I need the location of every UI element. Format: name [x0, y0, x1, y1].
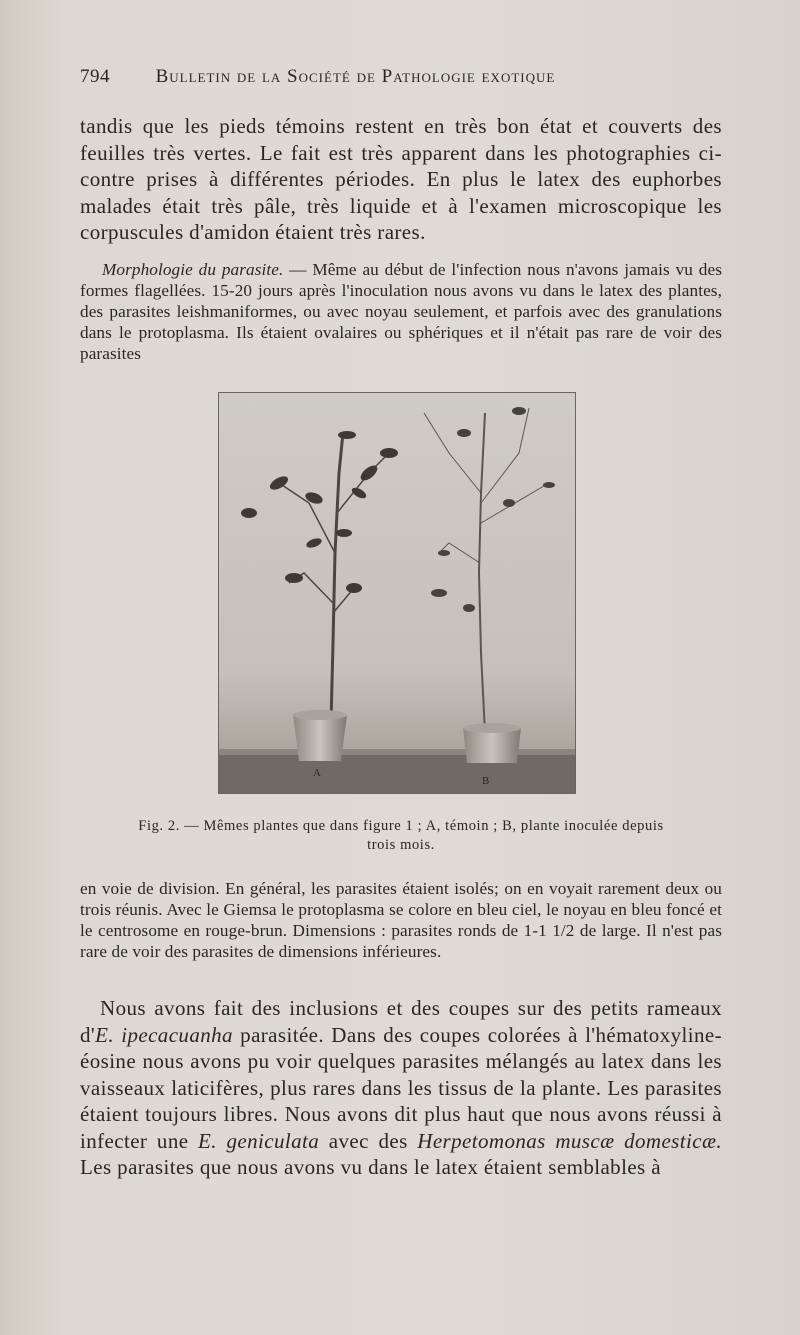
paragraph-division: [80, 878, 722, 962]
running-header: [80, 66, 740, 88]
paragraph-text: en voie de division. En général, les parasites étaient isolés; on en voyait rarement deux ou trois réunis. Avec le Giemsa le protoplasma se colore en bleu ciel, le noyau en bleu foncé et le centrosome en rouge-brun. Dimensions : parasites ronds de 1-1 1/2 de large. Il n'est pas rare de voir des parasites de dimensions inférieures.: [80, 879, 722, 961]
paragraph-morphology: [80, 259, 722, 364]
plant-photograph: [218, 392, 576, 794]
paragraph-text-d: Les parasites que nous avons vu dans le latex étaient semblables à: [80, 1155, 661, 1179]
paragraph-latex-observation: [80, 113, 722, 246]
label-b: B: [482, 775, 490, 787]
species-name-ipecacuanha: E. ipecacuanha: [95, 1022, 233, 1047]
paragraph-text: — Même au début de l'infection nous n'avons jamais vu des formes flagellées. 15-20 jours après l'inoculation nous avons vu dans le latex des plantes, des parasites leishmaniformes, ou avec noyau seulement, et parfois avec des granulations dans le protoplasma. Ils étaient ovalaires ou sphériques et il n'était pas rare de voir des parasites: [80, 260, 722, 363]
species-name-herpetomonas: Herpetomonas muscæ domesticæ.: [417, 1128, 722, 1153]
paragraph-text: tandis que les pieds témoins restent en très bon état et couverts des feuilles très vertes. Le fait est très apparent dans les photographies ci-contre prises à différentes périodes. En plus le latex des euphorbes malades était très pâle, très liquide et à l'examen microscopique les corpuscules d'amidon étaient très rares.: [80, 114, 722, 244]
journal-title: Bulletin de la Société de Pathologie exotique: [155, 66, 556, 87]
paragraph-text-b: parasitée. Dans des coupes colorées à l'hématoxyline-éosine nous avons pu voir quelques parasites mélangés au latex dans les vaisseaux laticifères, plus rares dans les tissus de la plante. Les parasites étaient toujours libres. Nous avons dit plus haut que nous avons réussi à infecter une: [80, 1022, 722, 1153]
caption-line-1: Fig. 2. — Mêmes plantes que dans figure 1 ; A, témoin ; B, plante inoculée depuis: [138, 818, 664, 834]
paragraph-text-c: avec des: [319, 1128, 418, 1153]
label-a: A: [313, 767, 321, 779]
paragraph-text-a: Nous avons fait des inclusions et des coupes sur des petits rameaux d': [80, 996, 722, 1047]
section-heading: Morphologie du parasite.: [102, 260, 284, 279]
caption-line-2: trois mois.: [367, 837, 435, 853]
page-number: 794: [80, 66, 110, 87]
paragraph-inclusions: [80, 995, 722, 1181]
figure-caption: [80, 817, 722, 855]
plant-photo-illustration: [219, 393, 575, 793]
species-name-geniculata: E. geniculata: [198, 1128, 320, 1153]
